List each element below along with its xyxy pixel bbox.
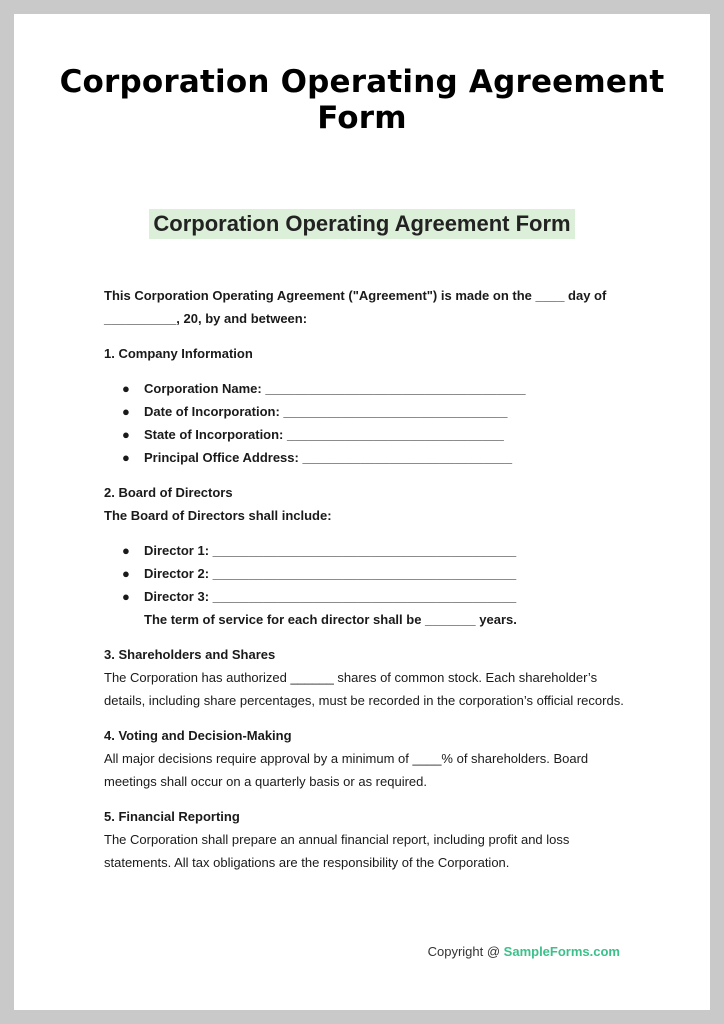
document-page	[14, 14, 710, 1010]
field-corporation-name: Corporation Name: ____________________________________	[144, 381, 526, 396]
list-item	[104, 562, 634, 585]
bullet-icon: ●	[122, 543, 130, 558]
section-heading-board: 2. Board of Directors	[104, 485, 233, 500]
section-heading-voting: 4. Voting and Decision-Making	[104, 728, 292, 743]
intro-paragraph: This Corporation Operating Agreement ("Agreement") is made on the ____ day of __________, 20, by and between:	[104, 288, 607, 326]
field-director-3: Director 3: __________________________________________	[144, 589, 517, 604]
document-title: Corporation Operating Agreement Form	[149, 209, 574, 239]
section-heading-financial: 5. Financial Reporting	[104, 809, 240, 824]
voting-paragraph: All major decisions require approval by a minimum of ____% of shareholders. Board meetings shall occur on a quarterly basis or as required.	[104, 751, 589, 789]
bullet-icon: ●	[122, 450, 130, 465]
bullet-icon: ●	[122, 566, 130, 581]
company-fields-list	[104, 377, 634, 469]
bullet-icon: ●	[122, 589, 130, 604]
banner-title: Corporation Operating Agreement Form	[59, 64, 665, 136]
shares-paragraph: The Corporation has authorized ______ shares of common stock. Each shareholder’s details, including share percentages, must be recorded in the corporation’s official records.	[104, 670, 624, 708]
list-item	[104, 539, 634, 562]
document-body	[104, 284, 634, 874]
list-item	[104, 377, 634, 400]
section-heading-company: 1. Company Information	[104, 346, 253, 361]
field-principal-office-address: Principal Office Address: _____________________________	[144, 450, 513, 465]
bullet-icon: ●	[122, 427, 130, 442]
list-item	[104, 423, 634, 446]
copyright-text: Copyright @	[427, 944, 504, 959]
list-item	[104, 400, 634, 423]
copyright-footer	[428, 944, 620, 959]
financial-paragraph: The Corporation shall prepare an annual financial report, including profit and loss statements. All tax obligations are the responsibility of the Corporation.	[104, 832, 570, 870]
board-subheading: The Board of Directors shall include:	[104, 508, 332, 523]
field-date-of-incorporation: Date of Incorporation: _______________________________	[144, 404, 508, 419]
list-item	[104, 585, 634, 608]
field-state-of-incorporation: State of Incorporation: ______________________________	[144, 427, 504, 442]
field-director-2: Director 2: __________________________________________	[144, 566, 517, 581]
director-term: The term of service for each director shall be _______ years.	[144, 612, 517, 627]
board-fields-list	[104, 539, 634, 608]
brand-link[interactable]: SampleForms.com	[503, 944, 620, 959]
bullet-icon: ●	[122, 381, 130, 396]
document-title-wrap	[14, 209, 710, 239]
list-item	[104, 446, 634, 469]
field-director-1: Director 1: __________________________________________	[144, 543, 517, 558]
section-heading-shares: 3. Shareholders and Shares	[104, 647, 276, 662]
bullet-icon: ●	[122, 404, 130, 419]
